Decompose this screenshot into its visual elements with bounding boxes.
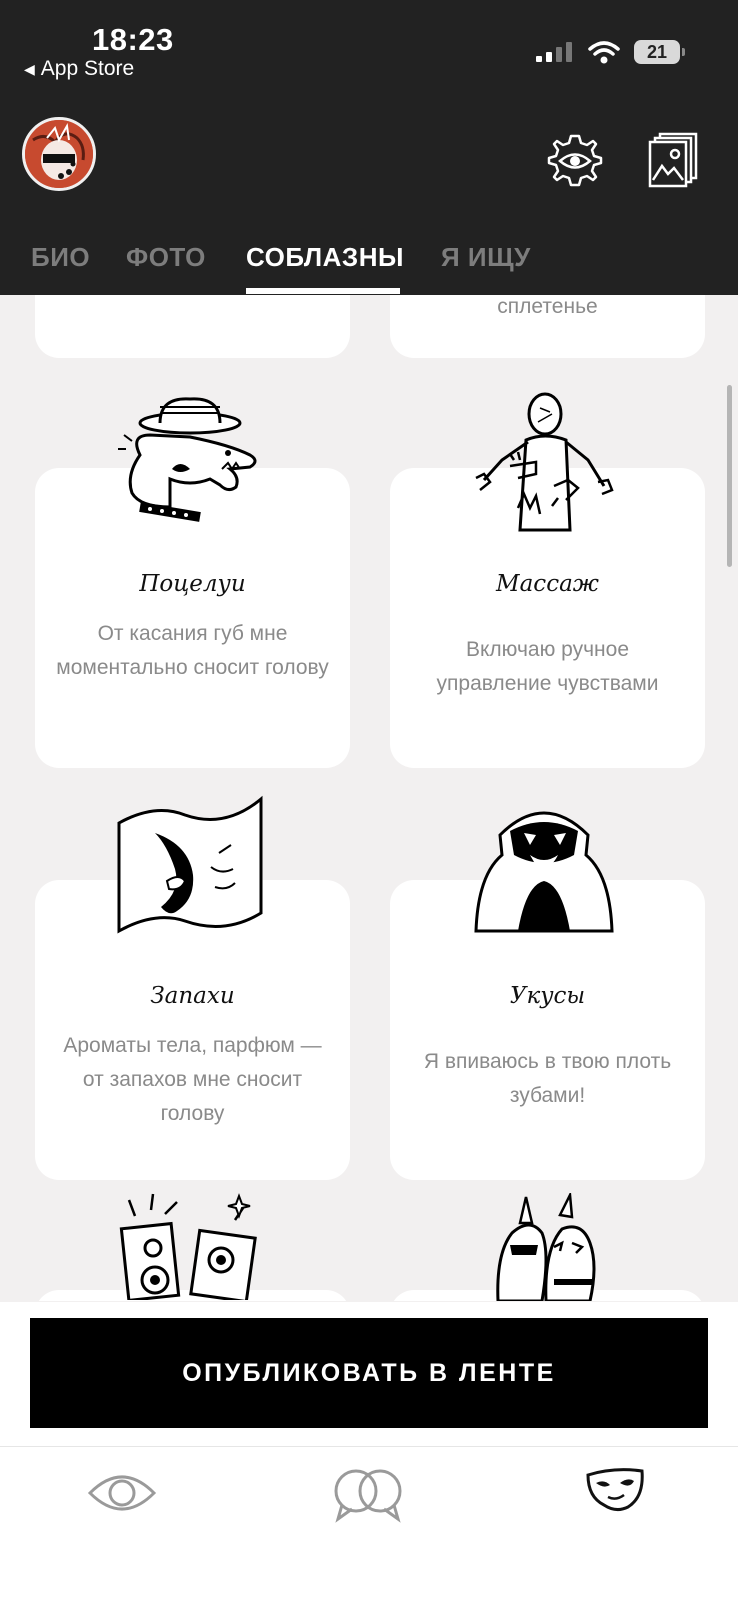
card-title: Массаж	[496, 571, 599, 597]
tab-seductions[interactable]: СОБЛАЗНЫ	[246, 242, 404, 272]
photo-gallery-icon	[648, 132, 700, 188]
card-title: Поцелуи	[139, 571, 246, 597]
wifi-icon	[588, 40, 620, 64]
card-title: Укусы	[509, 983, 586, 1009]
vampire-illustration	[470, 795, 620, 935]
card-description: От касания губ мне моментально сносит голову	[56, 622, 329, 679]
back-label: App Store	[40, 57, 135, 80]
mask-icon	[584, 1465, 646, 1513]
gear-eye-icon	[546, 132, 604, 190]
tab-looking-for[interactable]: Я ИЩУ	[441, 242, 531, 272]
active-tab-indicator	[246, 288, 400, 294]
eye-icon	[86, 1467, 158, 1519]
card-description: Я впиваюсь в твою плоть зубами!	[423, 1050, 672, 1107]
card-description: Включаю ручное управление чувствами	[436, 638, 659, 695]
bottom-navigation	[0, 1446, 738, 1601]
dog-hat-illustration	[110, 395, 270, 545]
back-to-app-store[interactable]	[24, 57, 134, 81]
publish-to-feed-button[interactable]: ОПУБЛИКОВАТЬ В ЛЕНТЕ	[30, 1318, 708, 1428]
nav-feed[interactable]	[86, 1467, 158, 1524]
nav-chats[interactable]	[332, 1467, 404, 1528]
seduction-card[interactable]	[390, 295, 705, 358]
status-time: 18:23	[92, 22, 174, 57]
speakers-illustration	[115, 1190, 265, 1300]
massage-illustration	[470, 390, 620, 540]
seductions-grid[interactable]	[0, 295, 738, 1301]
card-description: Ароматы тела, парфюм — от запахов мне сносит голову	[63, 1034, 322, 1125]
gallery-button[interactable]	[648, 132, 700, 188]
profile-tabs	[0, 232, 738, 295]
settings-eye-gear-button[interactable]	[546, 132, 604, 190]
tab-photo[interactable]: ФОТО	[126, 242, 206, 272]
scrollbar[interactable]	[727, 385, 732, 567]
chat-bubbles-icon	[332, 1467, 404, 1523]
back-triangle-icon: ◀	[24, 60, 35, 77]
top-bar	[0, 0, 738, 295]
status-indicators	[536, 40, 680, 64]
nav-profile[interactable]	[584, 1465, 646, 1518]
tab-bio[interactable]: БИО	[31, 242, 91, 272]
signal-icon	[536, 41, 574, 63]
battery-indicator: 21	[634, 40, 680, 64]
card-title: Запахи	[150, 983, 235, 1009]
unicorns-illustration	[490, 1193, 610, 1301]
nose-flag-illustration	[115, 795, 265, 940]
card-description: сплетенье	[497, 295, 598, 318]
user-avatar[interactable]	[22, 117, 96, 191]
seduction-card[interactable]	[35, 295, 350, 358]
